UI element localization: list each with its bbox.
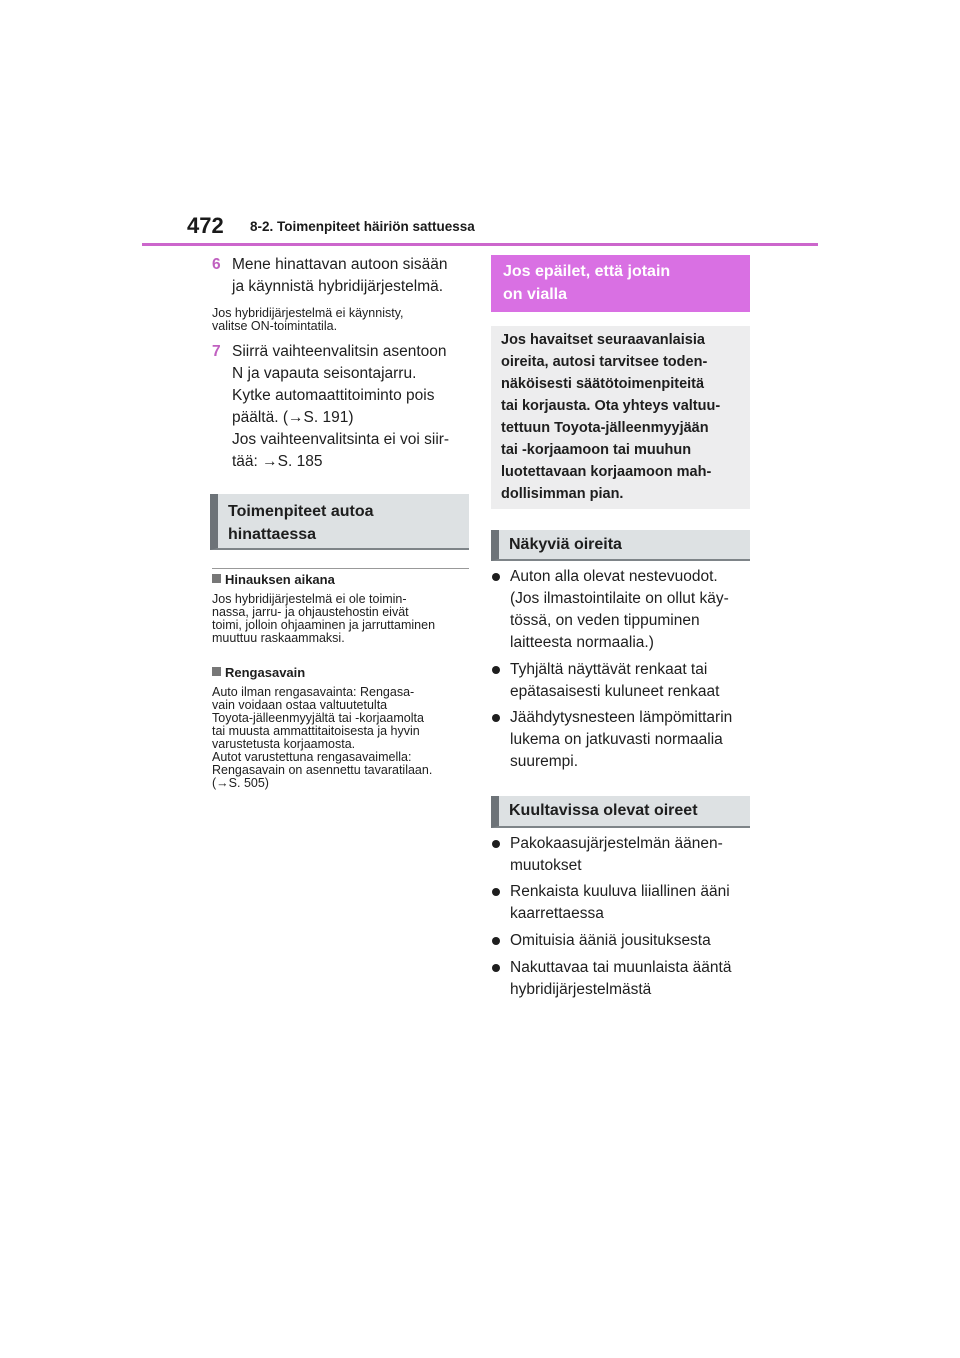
- section-heading-audible: Kuultavissa olevat oireet: [491, 796, 750, 828]
- header-divider: [142, 243, 818, 246]
- bullet-icon: [492, 964, 500, 972]
- step-number: 7: [212, 343, 221, 360]
- step-text: Siirrä vaihteenvalitsin asentoon N ja vapauta seisontajarru. Kytke automaattitoiminto pois päältä. (→S. 191) Jos vaihteenvalitsinta ei voi siir- tää: →S. 185: [232, 343, 450, 470]
- section-divider: [212, 568, 469, 569]
- list-item: Omituisia ääniä jousituksesta: [491, 930, 761, 952]
- subheading-towing-text: Jos hybridijärjestelmä ei ole toimin- nassa, jarru- ja ohjaustehostin eivät toimi, jolloin ohjaaminen ja jarruttaminen muuttuu raskaammaksi.: [212, 592, 436, 645]
- bullet-icon: [492, 666, 500, 674]
- square-bullet-icon: [212, 574, 221, 583]
- list-item: Pakokaasujärjestelmän äänen- muutokset: [491, 833, 761, 877]
- page-number: 472: [187, 213, 224, 238]
- step-number: 6: [212, 256, 221, 273]
- bullet-icon: [492, 937, 500, 945]
- bullet-icon: [492, 888, 500, 896]
- warning-heading: Jos epäilet, että jotain on vialla: [491, 255, 750, 312]
- section-heading-visible: Näkyviä oireita: [491, 530, 750, 561]
- bullet-icon: [492, 840, 500, 848]
- list-item: Nakuttavaa tai muunlaista ääntä hybridijärjestelmästä: [491, 957, 761, 1001]
- step-7: [212, 341, 449, 473]
- chapter-title: 8-2. Toimenpiteet häiriön sattuessa: [250, 219, 475, 234]
- step-6-note: Jos hybridijärjestelmä ei käynnisty, valitse ON-toimintatila.: [212, 306, 404, 333]
- bullet-icon: [492, 573, 500, 581]
- warning-text: Jos havaitset seuraavanlaisia oireita, autosi tarvitsee toden- näköisesti säätötoimenpiteitä tai korjausta. Ota yhteys valtuu- tettuun Toyota-jälleenmyyjään tai -korjaamoon tai muuhun luotettavaan korjaamoon mah- dollisimman pian.: [491, 326, 750, 509]
- step-text: Mene hinattavan autoon sisään ja käynnistä hybridijärjestelmä.: [232, 256, 448, 295]
- section-heading-towing: Toimenpiteet autoa hinattaessa: [210, 494, 469, 550]
- step-6: [212, 254, 447, 298]
- subheading-wrench-text: Auto ilman rengasavainta: Rengasa- vain voidaan ostaa valtuutetulta Toyota-jälleenmyyjältä tai -korjaamolta tai muusta ammattitaitoisesta ja hyvin varustetusta korjaamosta. Autot varustettuna rengasavaimella: Rengasavain on asennettu tavaratilaan. (→S. 505): [212, 685, 433, 790]
- list-item: Tyhjältä näyttävät renkaat tai epätasaisesti kuluneet renkaat: [491, 659, 761, 703]
- bullet-icon: [492, 714, 500, 722]
- subheading-wrench: Rengasavain: [212, 665, 305, 680]
- list-item: Auton alla olevat nestevuodot. (Jos ilmastointilaite on ollut käy- tössä, on veden tippuminen laitteesta normaalia.): [491, 566, 761, 654]
- list-item: Renkaista kuuluva liiallinen ääni kaarrettaessa: [491, 881, 761, 925]
- subheading-towing: Hinauksen aikana: [212, 572, 335, 587]
- list-item: Jäähdytysnesteen lämpömittarin lukema on jatkuvasti normaalia suurempi.: [491, 707, 761, 773]
- square-bullet-icon: [212, 667, 221, 676]
